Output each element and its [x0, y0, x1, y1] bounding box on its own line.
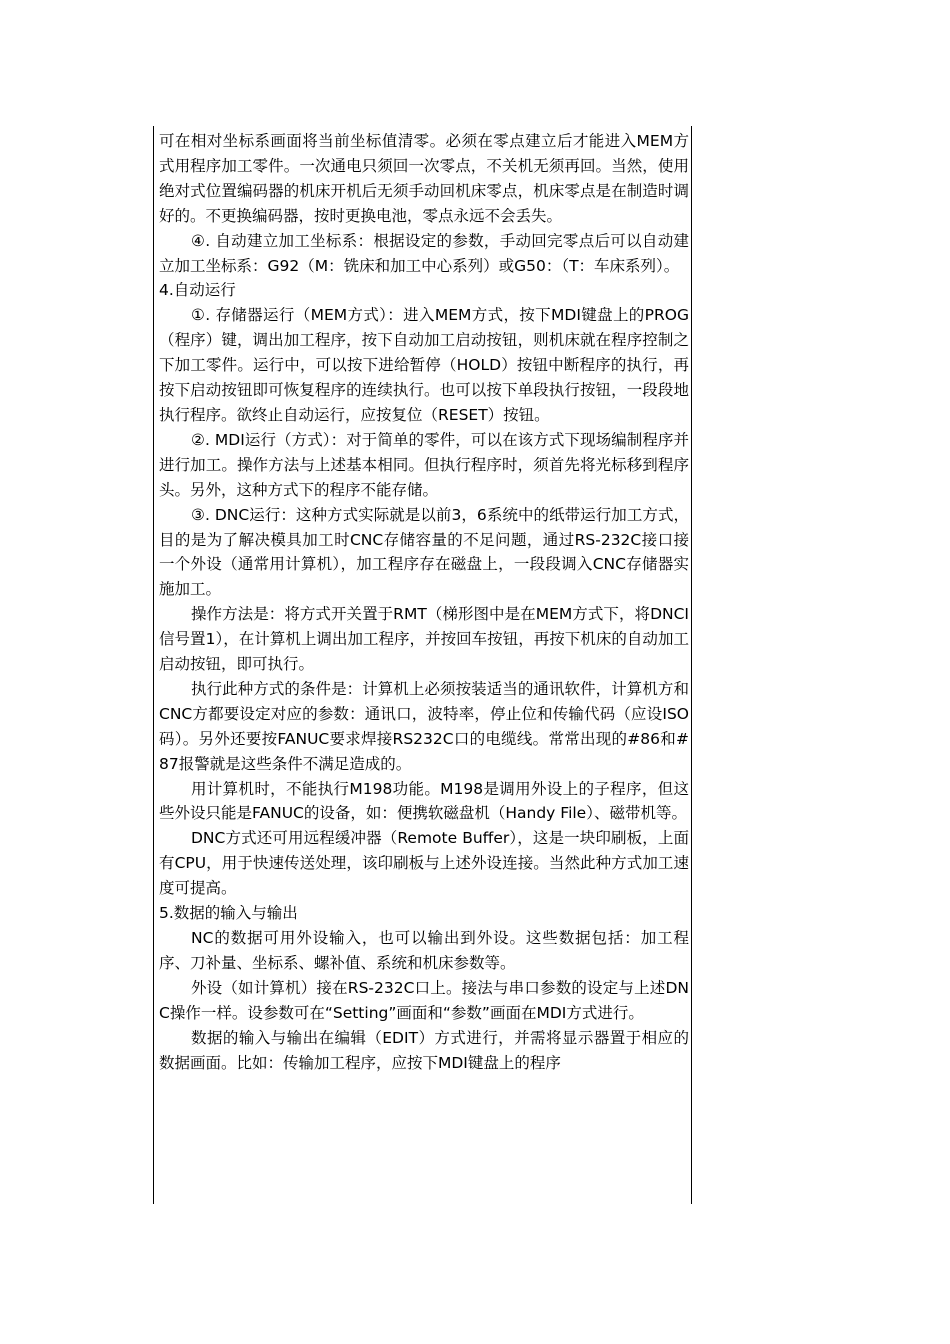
paragraph-edit-mode: 数据的输入与输出在编辑（EDIT）方式进行，并需将显示器置于相应的数据画面。比如：传输加工程序，应按下MDI键盘上的程序: [159, 1028, 689, 1072]
section-heading-data-io: 5.数据的输入与输出: [159, 904, 298, 923]
paragraph-dnc-conditions: 执行此种方式的条件是：计算机上必须按装适当的通讯软件，计算机方和CNC方都要设定对应的参数：通讯口，波特率，停止位和传输代码（应设ISO码）。另外还要按FANUC要求焊接RS232C口的电缆线。常常出现的#86和#87报警就是这些条件不满足造成的。: [159, 679, 689, 773]
paragraph-remote-buffer: DNC方式还可用远程缓冲器（Remote Buffer），这是一块印刷板，上面有CPU，用于快速传送处理，该印刷板与上述外设连接。当然此种方式加工速度可提高。: [159, 829, 689, 898]
section-heading-auto-run: 4.自动运行: [159, 281, 236, 300]
paragraph-m198-note: 用计算机时，不能执行M198功能。M198是调用外设上的子程序，但这些外设只能是FANUC的设备，如：便携软磁盘机（Handy File）、磁带机等。: [159, 779, 689, 823]
paragraph-mem-mode: ①. 存储器运行（MEM方式）：进入MEM方式，按下MDI键盘上的PROG（程序）键，调出加工程序，按下自动加工启动按钮，则机床就在程序控制之下加工零件。运行中，可以按下进给暂停（HOLD）按钮中断程序的执行，再按下启动按钮即可恢复程序的连续执行。也可以按下单段执行按钮，一段段地执行程序。欲终止自动运行，应按复位（RESET）按钮。: [159, 306, 689, 424]
paragraph-peripheral: 外设（如计算机）接在RS-232C口上。接法与串口参数的设定与上述DNC操作一样。设参数可在“Setting”画面和“参数”画面在MDI方式进行。: [159, 978, 689, 1022]
document-body: [159, 129, 689, 1075]
paragraph-dnc-operation: 操作方法是：将方式开关置于RMT（梯形图中是在MEM方式下，将DNCI信号置1），在计算机上调出加工程序，并按回车按钮，再按下机床的自动加工启动按钮，即可执行。: [159, 605, 689, 674]
paragraph-nc-data: NC的数据可用外设输入，也可以输出到外设。这些数据包括：加工程序、刀补量、坐标系、螺补值、系统和机床参数等。: [159, 929, 689, 972]
paragraph-auto-coordinate: ④. 自动建立加工坐标系：根据设定的参数，手动回完零点后可以自动建立加工坐标系：G92（M：铣床和加工中心系列）或G50：（T：车床系列）。: [159, 231, 689, 275]
paragraph-mdi-mode: ②. MDI运行（方式）：对于简单的零件，可以在该方式下现场编制程序并进行加工。操作方法与上述基本相同。但执行程序时，须首先将光标移到程序头。另外，这种方式下的程序不能存储。: [159, 430, 689, 499]
paragraph-zero-point-note: 可在相对坐标系画面将当前坐标值清零。必须在零点建立后才能进入MEM方式用程序加工零件。一次通电只须回一次零点，不关机无须再回。当然，使用绝对式位置编码器的机床开机后无须手动回机床零点，机床零点是在制造时调好的。不更换编码器，按时更换电池，零点永远不会丢失。: [159, 132, 689, 225]
paragraph-dnc-mode: ③. DNC运行：这种方式实际就是以前3，6系统中的纸带运行加工方式，目的是为了解决模具加工时CNC存储容量的不足问题，通过RS-232C接口接一个外设（通常用计算机），加工程序存在磁盘上，一段段调入CNC存储器实施加工。: [159, 505, 689, 599]
